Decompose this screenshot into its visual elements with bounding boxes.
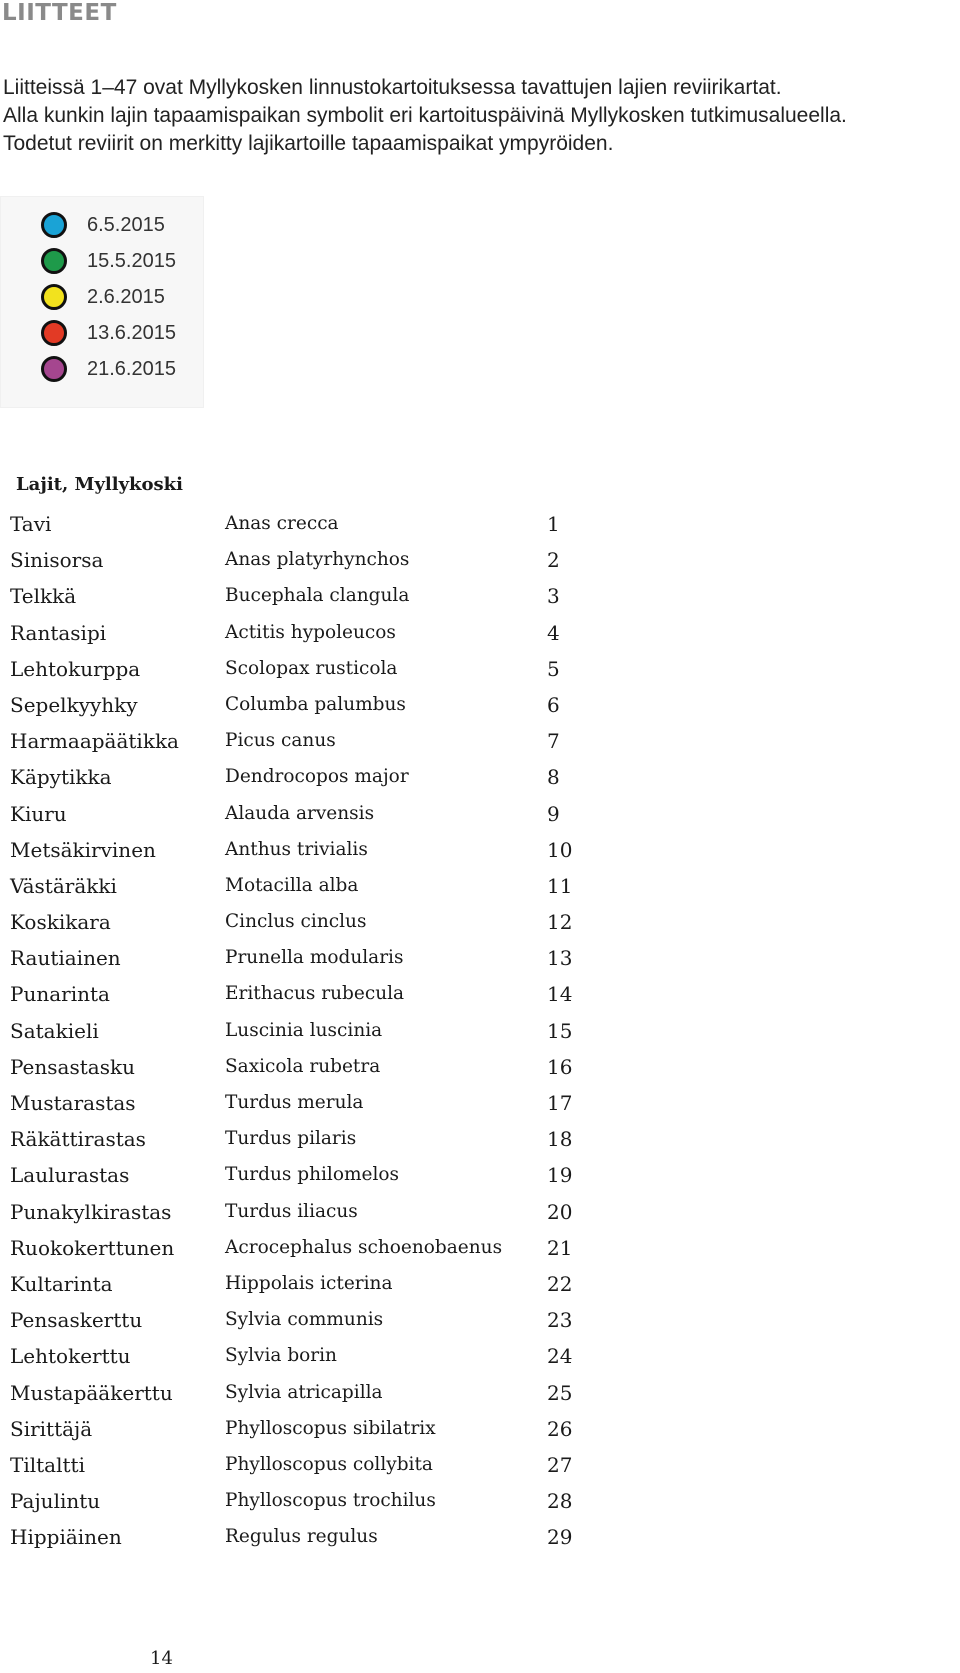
page-number: 14 xyxy=(150,1648,173,1669)
species-table-title: Lajit, Myllykoski xyxy=(16,474,183,495)
species-finnish-name: Kiuru xyxy=(10,801,67,826)
table-row xyxy=(10,1447,573,1483)
legend-date: 13.6.2015 xyxy=(87,321,176,344)
species-map-number: 22 xyxy=(547,1271,573,1296)
species-finnish-name: Rautiainen xyxy=(10,946,121,971)
species-map-number: 17 xyxy=(547,1091,573,1115)
table-row xyxy=(10,1375,573,1411)
species-latin-name: Sylvia borin xyxy=(225,1345,337,1367)
legend-date: 2.6.2015 xyxy=(87,285,165,308)
species-latin-name: Turdus pilaris xyxy=(225,1128,357,1150)
species-finnish-name: Lehtokurppa xyxy=(10,656,141,681)
intro-paragraph xyxy=(3,74,953,158)
species-map-number: 3 xyxy=(547,584,560,609)
species-map-number: 25 xyxy=(547,1380,573,1405)
species-latin-name: Anas platyrhynchos xyxy=(225,549,410,571)
species-map-number: 12 xyxy=(547,910,573,935)
species-latin-name: Turdus philomelos xyxy=(225,1164,399,1186)
species-map-number: 6 xyxy=(547,692,560,717)
species-latin-name: Acrocephalus schoenobaenus xyxy=(225,1236,503,1258)
species-finnish-name: Sirittäjä xyxy=(10,1416,93,1441)
species-map-number: 29 xyxy=(547,1525,573,1550)
intro-line: Alla kunkin lajin tapaamispaikan symbolit eri kartoituspäivinä Myllykosken tutkimusalueella. xyxy=(3,104,847,127)
species-finnish-name: Telkkä xyxy=(10,584,77,609)
species-finnish-name: Västäräkki xyxy=(10,873,117,898)
species-finnish-name: Mustapääkerttu xyxy=(10,1380,173,1405)
species-latin-name: Turdus iliacus xyxy=(225,1200,358,1222)
table-row xyxy=(10,1266,573,1302)
intro-line: Liitteissä 1–47 ovat Myllykosken linnustokartoituksessa tavattujen lajien reviirikartat. xyxy=(3,76,782,99)
species-latin-name: Turdus merula xyxy=(225,1092,364,1113)
page-heading: LIITTEET xyxy=(2,0,117,26)
species-finnish-name: Metsäkirvinen xyxy=(10,837,156,862)
table-row xyxy=(10,976,573,1012)
legend-item xyxy=(41,279,165,315)
species-finnish-name: Pensastasku xyxy=(10,1054,135,1079)
table-row xyxy=(10,1013,573,1049)
table-row xyxy=(10,578,570,614)
species-latin-name: Alauda arvensis xyxy=(225,802,375,824)
species-latin-name: Phylloscopus trochilus xyxy=(225,1490,436,1512)
species-finnish-name: Pajulintu xyxy=(10,1489,101,1514)
species-latin-name: Saxicola rubetra xyxy=(225,1055,381,1077)
species-latin-name: Motacilla alba xyxy=(225,874,359,896)
legend-date: 6.5.2015 xyxy=(87,213,165,236)
species-finnish-name: Rantasipi xyxy=(10,620,107,645)
table-row xyxy=(10,1121,573,1157)
legend-item xyxy=(41,315,176,351)
legend-item xyxy=(41,243,176,279)
legend-dot-icon xyxy=(41,284,67,310)
table-row xyxy=(10,1157,573,1193)
species-latin-name: Bucephala clangula xyxy=(225,585,410,607)
legend-date: 21.6.2015 xyxy=(87,357,176,380)
table-row xyxy=(10,687,570,723)
species-latin-name: Hippolais icterina xyxy=(225,1272,393,1294)
table-row xyxy=(10,832,573,868)
species-map-number: 10 xyxy=(547,837,573,862)
species-map-number: 24 xyxy=(547,1344,573,1369)
date-legend xyxy=(0,196,204,408)
species-latin-name: Sylvia communis xyxy=(225,1309,384,1331)
table-row xyxy=(10,868,573,904)
species-finnish-name: Hippiäinen xyxy=(10,1525,122,1550)
species-finnish-name: Harmaapäätikka xyxy=(10,729,179,754)
species-latin-name: Phylloscopus sibilatrix xyxy=(225,1417,436,1439)
species-latin-name: Picus canus xyxy=(225,730,336,752)
species-map-number: 1 xyxy=(547,512,560,536)
table-row xyxy=(10,1411,573,1447)
species-latin-name: Regulus regulus xyxy=(225,1526,378,1548)
legend-dot-icon xyxy=(41,356,67,382)
species-map-number: 26 xyxy=(547,1416,573,1441)
table-row xyxy=(10,1230,573,1266)
table-row xyxy=(10,1519,573,1555)
species-map-number: 21 xyxy=(547,1235,573,1260)
species-map-number: 8 xyxy=(547,765,560,790)
table-row xyxy=(10,1338,573,1374)
species-latin-name: Prunella modularis xyxy=(225,947,404,969)
species-latin-name: Cinclus cinclus xyxy=(225,911,367,933)
legend-item xyxy=(41,207,165,243)
species-map-number: 28 xyxy=(547,1489,573,1514)
species-finnish-name: Sepelkyyhky xyxy=(10,692,138,717)
species-latin-name: Dendrocopos major xyxy=(225,766,409,788)
species-finnish-name: Mustarastas xyxy=(10,1091,136,1115)
species-finnish-name: Sinisorsa xyxy=(10,548,104,573)
legend-item xyxy=(41,351,176,387)
species-finnish-name: Tiltaltti xyxy=(10,1452,85,1477)
intro-line: Todetut reviirit on merkitty lajikartoille tapaamispaikat ympyröiden. xyxy=(3,132,614,155)
table-row xyxy=(10,506,570,542)
species-finnish-name: Laulurastas xyxy=(10,1163,130,1188)
species-finnish-name: Lehtokerttu xyxy=(10,1344,131,1369)
legend-dot-icon xyxy=(41,212,67,238)
table-row xyxy=(10,940,573,976)
species-map-number: 19 xyxy=(547,1163,573,1188)
species-finnish-name: Ruokokerttunen xyxy=(10,1235,175,1260)
species-latin-name: Anas crecca xyxy=(225,513,339,534)
species-latin-name: Luscinia luscinia xyxy=(225,1019,383,1041)
table-row xyxy=(10,904,573,940)
species-finnish-name: Koskikara xyxy=(10,910,111,935)
species-latin-name: Phylloscopus collybita xyxy=(225,1453,433,1475)
legend-date: 15.5.2015 xyxy=(87,249,176,272)
species-map-number: 16 xyxy=(547,1054,573,1079)
species-map-number: 27 xyxy=(547,1452,573,1477)
species-finnish-name: Punarinta xyxy=(10,982,110,1007)
species-finnish-name: Satakieli xyxy=(10,1018,99,1043)
table-row xyxy=(10,723,570,759)
table-row xyxy=(10,1302,573,1338)
species-latin-name: Columba palumbus xyxy=(225,693,406,715)
species-map-number: 14 xyxy=(547,982,573,1007)
species-latin-name: Anthus trivialis xyxy=(225,838,368,860)
table-row xyxy=(10,615,570,651)
table-row xyxy=(10,759,570,795)
species-map-number: 4 xyxy=(547,620,560,645)
species-latin-name: Erithacus rubecula xyxy=(225,983,405,1005)
species-map-number: 15 xyxy=(547,1018,573,1043)
species-map-number: 18 xyxy=(547,1127,573,1152)
species-latin-name: Actitis hypoleucos xyxy=(225,621,396,643)
species-map-number: 9 xyxy=(547,801,560,826)
species-finnish-name: Räkättirastas xyxy=(10,1127,146,1152)
legend-dot-icon xyxy=(41,248,67,274)
species-latin-name: Sylvia atricapilla xyxy=(225,1381,383,1403)
species-finnish-name: Tavi xyxy=(10,512,52,536)
species-finnish-name: Punakylkirastas xyxy=(10,1199,172,1224)
table-row xyxy=(10,1194,573,1230)
table-row xyxy=(10,1085,573,1121)
species-map-number: 23 xyxy=(547,1308,573,1333)
table-row xyxy=(10,796,570,832)
species-map-number: 11 xyxy=(547,873,573,898)
species-map-number: 2 xyxy=(547,548,560,573)
species-finnish-name: Pensaskerttu xyxy=(10,1308,143,1333)
table-row xyxy=(10,1049,573,1085)
species-map-number: 5 xyxy=(547,656,560,681)
table-row xyxy=(10,651,570,687)
legend-dot-icon xyxy=(41,320,67,346)
species-table xyxy=(10,506,573,1555)
species-finnish-name: Kultarinta xyxy=(10,1271,113,1296)
species-map-number: 7 xyxy=(547,729,560,754)
species-map-number: 13 xyxy=(547,946,573,971)
species-finnish-name: Käpytikka xyxy=(10,765,112,790)
table-row xyxy=(10,1483,573,1519)
species-map-number: 20 xyxy=(547,1199,573,1224)
species-latin-name: Scolopax rusticola xyxy=(225,657,398,679)
table-row xyxy=(10,542,570,578)
